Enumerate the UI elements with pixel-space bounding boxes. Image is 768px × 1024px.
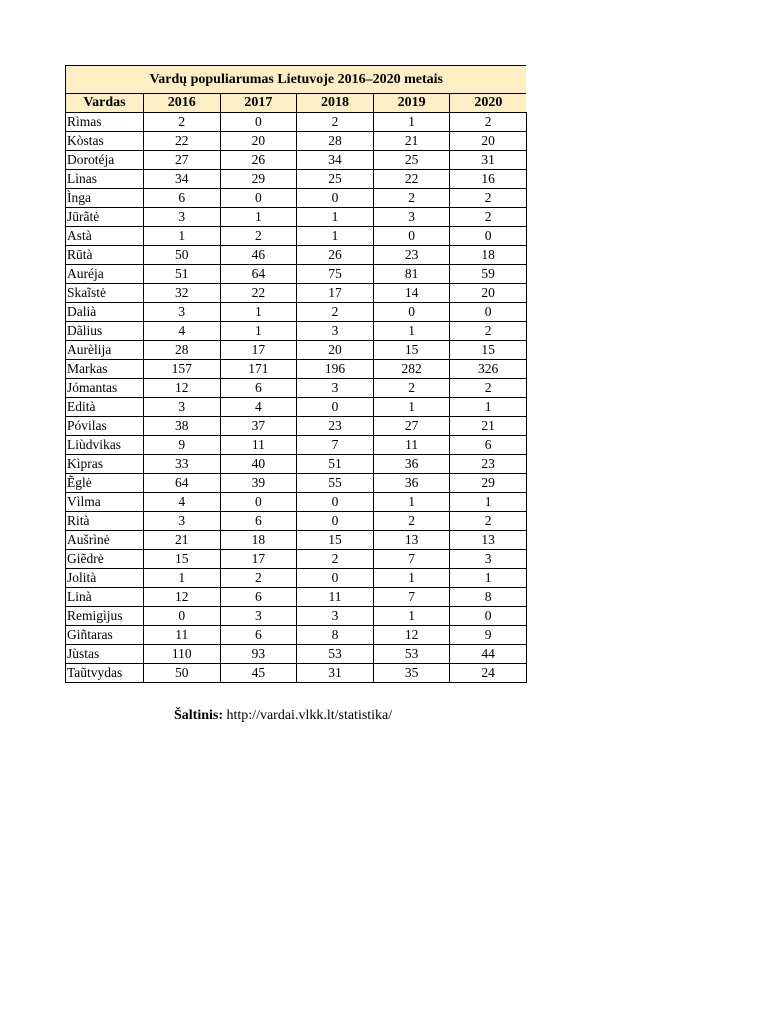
count-cell: 7 [373, 550, 450, 569]
count-cell: 4 [144, 493, 221, 512]
count-cell: 39 [220, 474, 297, 493]
count-cell: 2 [450, 379, 527, 398]
count-cell: 23 [373, 246, 450, 265]
name-cell: Jómantas [66, 379, 144, 398]
count-cell: 32 [144, 284, 221, 303]
count-cell: 1 [144, 569, 221, 588]
count-cell: 3 [297, 379, 374, 398]
table-row [66, 303, 527, 322]
count-cell: 3 [373, 208, 450, 227]
count-cell: 3 [297, 322, 374, 341]
table-row [66, 170, 527, 189]
table-row [66, 379, 527, 398]
count-cell: 2 [450, 322, 527, 341]
count-cell: 1 [373, 493, 450, 512]
count-cell: 3 [297, 607, 374, 626]
name-cell: Jolità [66, 569, 144, 588]
count-cell: 4 [144, 322, 221, 341]
count-cell: 1 [450, 493, 527, 512]
count-cell: 26 [220, 151, 297, 170]
count-cell: 31 [450, 151, 527, 170]
count-cell: 1 [450, 398, 527, 417]
count-cell: 64 [144, 474, 221, 493]
count-cell: 1 [220, 303, 297, 322]
count-cell: 15 [297, 531, 374, 550]
count-cell: 18 [220, 531, 297, 550]
column-header-year: 2020 [450, 94, 527, 113]
count-cell: 27 [144, 151, 221, 170]
count-cell: 2 [450, 189, 527, 208]
count-cell: 0 [373, 303, 450, 322]
count-cell: 0 [220, 189, 297, 208]
count-cell: 59 [450, 265, 527, 284]
name-cell: Markas [66, 360, 144, 379]
count-cell: 31 [297, 664, 374, 683]
count-cell: 2 [373, 189, 450, 208]
count-cell: 0 [297, 512, 374, 531]
count-cell: 0 [297, 569, 374, 588]
column-header-year: 2017 [220, 94, 297, 113]
count-cell: 2 [450, 208, 527, 227]
count-cell: 0 [220, 493, 297, 512]
count-cell: 2 [373, 379, 450, 398]
count-cell: 16 [450, 170, 527, 189]
count-cell: 26 [297, 246, 374, 265]
column-header-year: 2016 [144, 94, 221, 113]
count-cell: 1 [220, 208, 297, 227]
name-cell: Rità [66, 512, 144, 531]
count-cell: 37 [220, 417, 297, 436]
name-cell: Taũtvydas [66, 664, 144, 683]
table-row [66, 322, 527, 341]
count-cell: 11 [144, 626, 221, 645]
table-row [66, 626, 527, 645]
table-row [66, 113, 527, 132]
count-cell: 21 [450, 417, 527, 436]
count-cell: 2 [450, 512, 527, 531]
count-cell: 51 [297, 455, 374, 474]
count-cell: 0 [220, 113, 297, 132]
name-cell: Edità [66, 398, 144, 417]
name-cell: Rìmas [66, 113, 144, 132]
count-cell: 50 [144, 664, 221, 683]
count-cell: 2 [450, 113, 527, 132]
table-row [66, 550, 527, 569]
name-cell: Dorotéja [66, 151, 144, 170]
name-cell: Dalià [66, 303, 144, 322]
table-row [66, 645, 527, 664]
count-cell: 11 [373, 436, 450, 455]
table-row [66, 531, 527, 550]
count-cell: 1 [144, 227, 221, 246]
count-cell: 17 [220, 341, 297, 360]
count-cell: 22 [373, 170, 450, 189]
count-cell: 1 [220, 322, 297, 341]
name-cell: Jūrãtė [66, 208, 144, 227]
count-cell: 3 [144, 303, 221, 322]
count-cell: 196 [297, 360, 374, 379]
count-cell: 6 [220, 512, 297, 531]
count-cell: 17 [220, 550, 297, 569]
count-cell: 12 [373, 626, 450, 645]
count-cell: 15 [373, 341, 450, 360]
count-cell: 3 [450, 550, 527, 569]
name-cell: Jùstas [66, 645, 144, 664]
table-header [66, 66, 527, 113]
name-cell: Ìnga [66, 189, 144, 208]
count-cell: 21 [373, 132, 450, 151]
count-cell: 1 [297, 227, 374, 246]
table-row [66, 436, 527, 455]
count-cell: 46 [220, 246, 297, 265]
count-cell: 3 [144, 208, 221, 227]
count-cell: 55 [297, 474, 374, 493]
count-cell: 3 [220, 607, 297, 626]
table-body [66, 113, 527, 683]
count-cell: 20 [450, 284, 527, 303]
count-cell: 29 [220, 170, 297, 189]
count-cell: 20 [450, 132, 527, 151]
count-cell: 171 [220, 360, 297, 379]
name-cell: Remigìjus [66, 607, 144, 626]
name-cell: Póvilas [66, 417, 144, 436]
count-cell: 24 [450, 664, 527, 683]
count-cell: 33 [144, 455, 221, 474]
count-cell: 50 [144, 246, 221, 265]
name-cell: Giñtaras [66, 626, 144, 645]
name-cell: Rūtà [66, 246, 144, 265]
name-cell: Dãlius [66, 322, 144, 341]
table-row [66, 493, 527, 512]
table-row [66, 284, 527, 303]
count-cell: 45 [220, 664, 297, 683]
table-row [66, 246, 527, 265]
count-cell: 1 [373, 322, 450, 341]
count-cell: 1 [450, 569, 527, 588]
source-note [174, 708, 392, 724]
count-cell: 2 [297, 303, 374, 322]
count-cell: 157 [144, 360, 221, 379]
count-cell: 3 [144, 398, 221, 417]
names-table [65, 65, 527, 683]
column-header-year: 2018 [297, 94, 374, 113]
count-cell: 93 [220, 645, 297, 664]
count-cell: 2 [144, 113, 221, 132]
name-cell: Aušrìnė [66, 531, 144, 550]
count-cell: 0 [297, 398, 374, 417]
table-row [66, 664, 527, 683]
count-cell: 8 [450, 588, 527, 607]
count-cell: 2 [297, 550, 374, 569]
count-cell: 0 [450, 303, 527, 322]
count-cell: 20 [297, 341, 374, 360]
table-row [66, 512, 527, 531]
count-cell: 51 [144, 265, 221, 284]
count-cell: 15 [144, 550, 221, 569]
count-cell: 7 [373, 588, 450, 607]
table-row [66, 455, 527, 474]
name-cell: Kòstas [66, 132, 144, 151]
source-label: Šaltinis: [174, 708, 224, 723]
count-cell: 34 [144, 170, 221, 189]
count-cell: 1 [373, 569, 450, 588]
count-cell: 28 [297, 132, 374, 151]
table-row [66, 398, 527, 417]
count-cell: 22 [220, 284, 297, 303]
count-cell: 9 [450, 626, 527, 645]
count-cell: 21 [144, 531, 221, 550]
count-cell: 282 [373, 360, 450, 379]
count-cell: 23 [297, 417, 374, 436]
column-header-year: 2019 [373, 94, 450, 113]
table-row [66, 474, 527, 493]
table-row [66, 569, 527, 588]
table-row [66, 227, 527, 246]
table-row [66, 189, 527, 208]
count-cell: 0 [297, 493, 374, 512]
name-cell: Vìlma [66, 493, 144, 512]
count-cell: 11 [297, 588, 374, 607]
count-cell: 29 [450, 474, 527, 493]
table-row [66, 360, 527, 379]
count-cell: 75 [297, 265, 374, 284]
count-cell: 25 [297, 170, 374, 189]
count-cell: 7 [297, 436, 374, 455]
count-cell: 110 [144, 645, 221, 664]
count-cell: 2 [220, 227, 297, 246]
table-row [66, 151, 527, 170]
count-cell: 14 [373, 284, 450, 303]
count-cell: 36 [373, 455, 450, 474]
name-cell: Linà [66, 588, 144, 607]
table-title: Vardų populiarumas Lietuvoje 2016–2020 metais [66, 66, 527, 94]
count-cell: 6 [220, 379, 297, 398]
count-cell: 326 [450, 360, 527, 379]
count-cell: 27 [373, 417, 450, 436]
count-cell: 6 [220, 588, 297, 607]
count-cell: 1 [373, 607, 450, 626]
count-cell: 0 [373, 227, 450, 246]
table-row [66, 341, 527, 360]
count-cell: 1 [373, 113, 450, 132]
name-cell: Astà [66, 227, 144, 246]
count-cell: 53 [373, 645, 450, 664]
count-cell: 2 [220, 569, 297, 588]
count-cell: 2 [297, 113, 374, 132]
count-cell: 81 [373, 265, 450, 284]
count-cell: 12 [144, 588, 221, 607]
table-row [66, 588, 527, 607]
count-cell: 4 [220, 398, 297, 417]
count-cell: 13 [450, 531, 527, 550]
count-cell: 0 [450, 607, 527, 626]
count-cell: 38 [144, 417, 221, 436]
count-cell: 44 [450, 645, 527, 664]
count-cell: 0 [450, 227, 527, 246]
count-cell: 9 [144, 436, 221, 455]
count-cell: 40 [220, 455, 297, 474]
count-cell: 22 [144, 132, 221, 151]
count-cell: 23 [450, 455, 527, 474]
count-cell: 12 [144, 379, 221, 398]
count-cell: 15 [450, 341, 527, 360]
count-cell: 64 [220, 265, 297, 284]
count-cell: 0 [297, 189, 374, 208]
count-cell: 34 [297, 151, 374, 170]
count-cell: 1 [297, 208, 374, 227]
name-cell: Liùdvikas [66, 436, 144, 455]
table-row [66, 208, 527, 227]
count-cell: 8 [297, 626, 374, 645]
count-cell: 36 [373, 474, 450, 493]
count-cell: 3 [144, 512, 221, 531]
name-cell: Lìnas [66, 170, 144, 189]
count-cell: 11 [220, 436, 297, 455]
name-cell: Aurèlija [66, 341, 144, 360]
count-cell: 35 [373, 664, 450, 683]
source-url: http://vardai.vlkk.lt/statistika/ [226, 708, 393, 723]
name-cell: Auréja [66, 265, 144, 284]
count-cell: 20 [220, 132, 297, 151]
count-cell: 28 [144, 341, 221, 360]
count-cell: 25 [373, 151, 450, 170]
count-cell: 6 [144, 189, 221, 208]
count-cell: 53 [297, 645, 374, 664]
count-cell: 2 [373, 512, 450, 531]
count-cell: 13 [373, 531, 450, 550]
count-cell: 1 [373, 398, 450, 417]
count-cell: 6 [450, 436, 527, 455]
count-cell: 6 [220, 626, 297, 645]
table-row [66, 132, 527, 151]
count-cell: 17 [297, 284, 374, 303]
count-cell: 18 [450, 246, 527, 265]
table-row [66, 417, 527, 436]
name-cell: Skaĩstė [66, 284, 144, 303]
count-cell: 0 [144, 607, 221, 626]
column-header-name: Vardas [66, 94, 144, 113]
name-cell: Giẽdrė [66, 550, 144, 569]
name-cell: Kìpras [66, 455, 144, 474]
column-header-row [66, 94, 527, 113]
table-row [66, 607, 527, 626]
name-cell: Ẽglė [66, 474, 144, 493]
table-row [66, 265, 527, 284]
